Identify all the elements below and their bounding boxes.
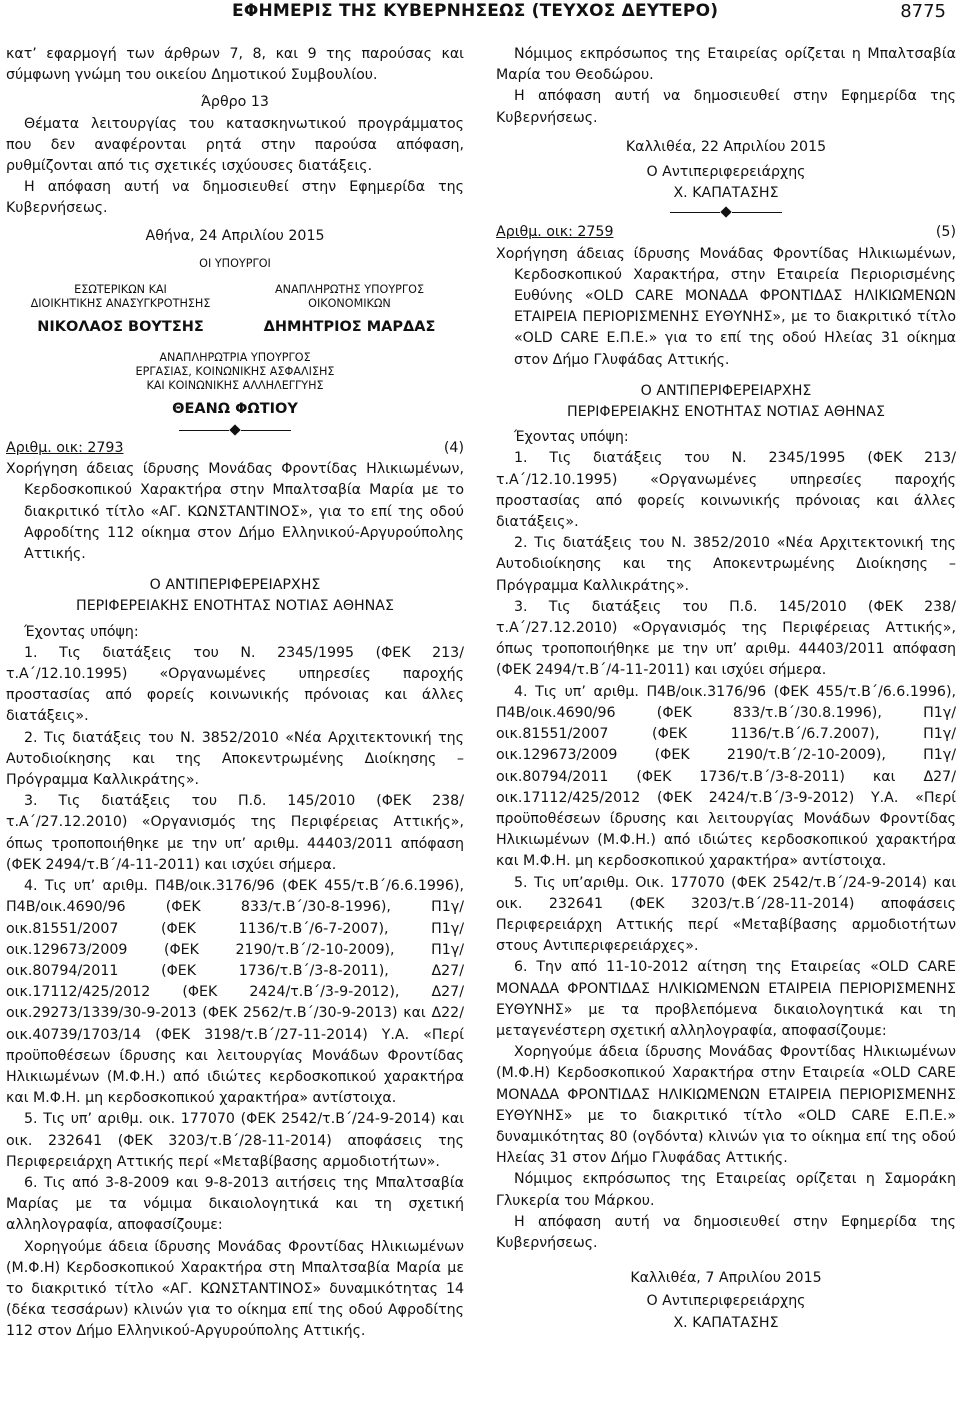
signatory-name: Χ. ΚΑΠΑΤΑΣΗΣ — [673, 1314, 779, 1331]
signatory-role: Ο Αντιπεριφερειάρχης — [646, 164, 806, 181]
page-header — [0, 0, 960, 28]
paragraph: Η απόφαση αυτή να δημοσιευθεί στην Εφημερίδα της Κυβερνήσεως. — [496, 1213, 956, 1251]
deputy-minister-block — [6, 351, 464, 393]
article-heading: Άρθρο 13 — [201, 94, 269, 111]
page-number: 8775 — [900, 1, 946, 22]
minister-title: ΕΡΓΑΣΙΑΣ, ΚΟΙΝΩΝΙΚΗΣ ΑΣΦΑΛΙΣΗΣ — [135, 364, 335, 378]
list-item: 5. Τις υπ’αριθμ. Οικ. 177070 (ΦΕΚ 2542/τ.Β΄/24-9-2014) και οικ. 232641 (ΦΕΚ 3203/τ.Β΄/28-11-2014) αποφάσεις Περιφερειάρχη Αττικής περί «Μεταβίβασης αρμοδιοτήτων στους Αντιπεριφερειάρχες». — [496, 874, 956, 955]
decision-number-row — [496, 222, 956, 243]
paragraph: Η απόφαση αυτή να δημοσιευθεί στην Εφημερίδα της Κυβερνήσεως. — [496, 88, 956, 126]
authority-heading: ΠΕΡΙΦΕΡΕΙΑΚΗΣ ΕΝΟΤΗΤΑΣ ΝΟΤΙΑΣ ΑΘΗΝΑΣ — [567, 404, 885, 421]
decision-subject: Χορήγηση άδειας ίδρυσης Μονάδας Φροντίδας Ηλικιωμένων, Κερδοσκοπικού Χαρακτήρα, στην Εταιρεία Περιορισμένης Ευθύνης «OLD CARE ΜΟΝΑΔΑ ΦΡΟΝΤΙΔΑΣ ΗΛΙΚΙΩΜΕΝΩΝ ΕΤΑΙΡΕΙΑ ΠΕΡΙΟΡΙΣΜΕΝΗΣ ΕΥΘΥΝΗΣ», με το διακριτικό τίτλο «OLD CARE Ε.Π.Ε.» για το επί της οδού Ηλείας 31 οίκημα στον Δήμο Γλυφάδας Αττικής. — [496, 245, 956, 368]
authority-heading: ΠΕΡΙΦΕΡΕΙΑΚΗΣ ΕΝΟΤΗΤΑΣ ΝΟΤΙΑΣ ΑΘΗΝΑΣ — [76, 598, 394, 615]
signatory-names — [6, 317, 464, 337]
decision-number: Αριθμ. οικ: 2793 — [6, 440, 124, 457]
decision-subject: Χορήγηση άδειας ίδρυσης Μονάδας Φροντίδας Ηλικιωμένων, Κερδοσκοπικού Χαρακτήρα στην Μπαλτσαβία Μαρία με το διακριτικό τίτλο «ΑΓ. ΚΩΝΣΤΑΝΤΙΝΟΣ», για το επί της οδού Αφροδίτης 112 οίκημα στον Δήμο Ελληνικού-Αργυρούπολης Αττικής. — [6, 461, 464, 563]
ministers-label: ΟΙ ΥΠΟΥΡΓΟΙ — [199, 256, 271, 270]
right-column — [496, 44, 956, 1334]
decision-index: (4) — [443, 440, 464, 457]
list-item: 4. Τις υπ’ αριθμ. Π4Β/οικ.3176/96 (ΦΕΚ 455/τ.Β΄/6.6.1996), Π4Β/οικ.4690/96 (ΦΕΚ 833/τ.Β΄/30-8-1996), Π1γ/οικ.81551/2007 (ΦΕΚ 1136/τ.Β΄/6-7-2007), Π1γ/οικ.129673/2009 (ΦΕΚ 2190/τ.Β΄/2-10-2009), Π1γ/οικ.80794/2011 (ΦΕΚ 1736/τ.Β΄/3-8-2011), Δ27/οικ.17112/425/2012 (ΦΕΚ 2424/τ.Β΄/3-9-2012), Δ27/οικ.29273/1339/30-9-2013 (ΦΕΚ 2562/τ.Β΄/30-9-2013) και Δ22/οικ.40739/1703/14 (ΦΕΚ 3198/τ.Β΄/27-11-2014) Υ.Α. «Περί προϋποθέσεων ίδρυσης και λειτουργίας Μονάδων Φροντίδας Ηλικιωμένων (Μ.Φ.Η.) από ιδιώτες κερδοσκοπικού χαρακτήρα και Μ.Φ.Η. μη κερδοσκοπικού χαρακτήρα» αντίστοιχα. — [6, 878, 464, 1107]
list-item: 6. Τις από 3-8-2009 και 9-8-2013 αιτήσεις της Μπαλτσαβία Μαρίας με τα νόμιμα δικαιολογητικά και τη σχετική αλληλογραφία, αποφασίζουμε: — [6, 1174, 464, 1234]
left-column — [6, 44, 464, 1343]
separator-diamond — [6, 426, 464, 434]
journal-title: ΕΦΗΜΕΡΙΣ ΤΗΣ ΚΥΒΕΡΝΗΣΕΩΣ (ΤΕΥΧΟΣ ΔΕΥΤΕΡΟ) — [232, 1, 719, 21]
list-item: 3. Τις διατάξεις του Π.δ. 145/2010 (ΦΕΚ 238/τ.Α΄/27.12.2010) «Οργανισμός της Περιφέρειας Αττικής», όπως τροποποιήθηκε με την υπ’ αριθμ. 44403/2011 απόφαση (ΦΕΚ 2494/τ.Β΄/4-11-2011) και ισχύει σήμερα. — [6, 793, 464, 873]
decision-text: Χορηγούμε άδεια ίδρυσης Μονάδας Φροντίδας Ηλικιωμένων (Μ.Φ.Η) Κερδοσκοπικού Χαρακτήρα στην Εταιρεία «OLD CARE ΜΟΝΑΔΑ ΦΡΟΝΤΙΔΑΣ ΗΛΙΚΙΩΜΕΝΩΝ ΕΤΑΙΡΕΙΑ ΠΕΡΙΟΡΙΣΜΕΝΗΣ ΕΥΘΥΝΗΣ» με το διακριτικό τίτλο «OLD CARE Ε.Π.Ε.» δυναμικότητας 80 (ογδόντα) κλινών για το οίκημα επί της οδού Ηλείας 31 στον Δήμο Γλυφάδας Αττικής. — [496, 1044, 956, 1167]
decision-text: Χορηγούμε άδεια ίδρυσης Μονάδας Φροντίδας Ηλικιωμένων (Μ.Φ.Η) Κερδοσκοπικού Χαρακτήρα στη Μπαλτσαβία Μαρία με το διακριτικό τίτλο «ΑΓ. ΚΩΝΣΤΑΝΤΙΝΟΣ» δυναμικότητας 14 (δέκα τεσσάρων) κλινών για το οίκημα επί της οδού Αφροδίτης 112 στον Δήμο Ελληνικού-Αργυρούπολης Αττικής. — [6, 1238, 464, 1340]
list-item: 1. Τις διατάξεις του Ν. 2345/1995 (ΦΕΚ 213/τ.Α΄/12.10.1995) «Οργανωμένες υπηρεσίες παροχής προστασίας από φορείς κοινωνικής πρόνοιας και άλλες διατάξεις». — [496, 450, 956, 531]
list-item: 2. Τις διατάξεις του Ν. 3852/2010 «Νέα Αρχιτεκτονική της Αυτοδιοίκησης και της Αποκεντρωμένης Διοίκησης – Πρόγραμμα Καλλικράτης». — [6, 729, 464, 789]
minister-name: ΘΕΑΝΩ ΦΩΤΙΟΥ — [172, 400, 298, 417]
decision-number-row — [6, 438, 464, 459]
paragraph: Θέματα λειτουργίας του κατασκηνωτικού προγράμματος που δεν αναφέρονται ρητά στην παρούσα απόφαση, ρυθμίζονται από τις σχετικές ισχύουσες διατάξεις. — [6, 115, 464, 175]
date-line: Καλλιθέα, 7 Απριλίου 2015 — [630, 1270, 822, 1287]
list-item: 6. Την από 11-10-2012 αίτηση της Εταιρείας «OLD CARE ΜΟΝΑΔΑ ΦΡΟΝΤΙΔΑΣ ΗΛΙΚΙΩΜΕΝΩΝ ΕΤΑΙΡΕΙΑ ΠΕΡΙΟΡΙΣΜΕΝΗΣ ΕΥΘΥΝΗΣ» με τα προβλεπόμενα δικαιολογητικά και τη μεταγενέστερη σχετική αλληλογραφία, αποφασίζουμε: — [496, 959, 956, 1039]
paragraph: Η απόφαση αυτή να δημοσιευθεί στην Εφημερίδα της Κυβερνήσεως. — [6, 179, 464, 217]
paragraph: κατ’ εφαρμογή των άρθρων 7, 8, και 9 της παρούσας και σύμφωνη γνώμη του οικείου Δημοτικού Συμβουλίου. — [6, 46, 464, 84]
separator-diamond — [496, 208, 956, 216]
minister-title: ΟΙΚΟΝΟΜΙΚΩΝ — [308, 296, 391, 310]
signatory-role: Ο Αντιπεριφερειάρχης — [646, 1293, 806, 1310]
minister-title: ΑΝΑΠΛΗΡΩΤΗΣ ΥΠΟΥΡΓΟΣ — [274, 282, 425, 296]
decision-number: Αριθμ. οικ: 2759 — [496, 224, 614, 241]
authority-heading: Ο ΑΝΤΙΠΕΡΙΦΕΡΕΙΑΡΧΗΣ — [640, 382, 812, 399]
paragraph: Νόμιμος εκπρόσωπος της Εταιρείας ορίζεται η Μπαλτσαβία Μαρία του Θεοδώρου. — [496, 46, 956, 84]
decision-index: (5) — [935, 224, 956, 241]
minister-name: ΔΗΜΗΤΡΙΟΣ ΜΑΡΔΑΣ — [263, 318, 436, 335]
signatories-row — [6, 283, 464, 311]
list-item: 3. Τις διατάξεις του Π.δ. 145/2010 (ΦΕΚ 238/τ.Α΄/27.12.2010) «Οργανισμός της Περιφέρειας Αττικής», όπως τροποποιήθηκε με την υπ’ αριθμ. 44403/2011 απόφαση (ΦΕΚ 2494/τ.Β΄/4-11-2011) και ισχύει σήμερα. — [496, 598, 956, 679]
list-item: 2. Τις διατάξεις του Ν. 3852/2010 «Νέα Αρχιτεκτονική της Αυτοδιοίκησης και της Αποκεντρωμένης Διοίκησης – Πρόγραμμα Καλλικράτης». — [496, 535, 956, 594]
list-item: 1. Τις διατάξεις του Ν. 2345/1995 (ΦΕΚ 213/τ.Α΄/12.10.1995) «Οργανωμένες υπηρεσίες παροχής προστασίας από φορείς κοινωνικής πρόνοιας και άλλες διατάξεις». — [6, 644, 464, 725]
date-line: Αθήνα, 24 Απριλίου 2015 — [145, 227, 325, 244]
minister-title: ΚΑΙ ΚΟΙΝΩΝΙΚΗΣ ΑΛΛΗΛΕΓΓΥΗΣ — [146, 378, 324, 392]
having-in-mind: Έχοντας υπόψη: — [514, 429, 629, 446]
minister-name: ΝΙΚΟΛΑΟΣ ΒΟΥΤΣΗΣ — [37, 318, 204, 335]
having-in-mind: Έχοντας υπόψη: — [24, 623, 139, 640]
list-item: 5. Τις υπ’ αριθμ. οικ. 177070 (ΦΕΚ 2542/τ.Β΄/24-9-2014) και οικ. 232641 (ΦΕΚ 3203/τ.Β΄/28-11-2014) αποφάσεις της Περιφερειάρχη Αττικής περί «Μεταβίβασης αρμοδιοτήτων». — [6, 1111, 464, 1170]
paragraph: Νόμιμος εκπρόσωπος της Εταιρείας ορίζεται η Σαμοράκη Γλυκερία του Μάρκου. — [496, 1171, 956, 1209]
signatory-name: Χ. ΚΑΠΑΤΑΣΗΣ — [673, 185, 779, 202]
minister-title: ΑΝΑΠΛΗΡΩΤΡΙΑ ΥΠΟΥΡΓΟΣ — [159, 350, 311, 364]
date-line: Καλλιθέα, 22 Απριλίου 2015 — [625, 138, 827, 155]
minister-title: ΔΙΟΙΚΗΤΙΚΗΣ ΑΝΑΣΥΓΚΡΟΤΗΣΗΣ — [30, 296, 211, 310]
authority-heading: Ο ΑΝΤΙΠΕΡΙΦΕΡΕΙΑΡΧΗΣ — [149, 577, 321, 594]
list-item: 4. Τις υπ’ αριθμ. Π4Β/οικ.3176/96 (ΦΕΚ 455/τ.Β΄/6.6.1996), Π4Β/οικ.4690/96 (ΦΕΚ 833/τ.Β΄/30.8.1996), Π1γ/οικ.81551/2007 (ΦΕΚ 1136/τ.Β΄/6.7.2007), Π1γ/οικ.129673/2009 (ΦΕΚ 2190/τ.Β΄/2-10-2009), Π1γ/οικ.80794/2011 (ΦΕΚ 1736/τ.Β΄/3-8-2011) και Δ27/οικ.17112/425/2012 (ΦΕΚ 2424/τ.Β΄/3-9-2012) Υ.Α. «Περί προϋποθέσεων ίδρυσης και λειτουργίας Μονάδων Φροντίδας Ηλικιωμένων (Μ.Φ.Η.) από ιδιώτες κερδοσκοπικού χαρακτήρα και Μ.Φ.Η. μη κερδοσκοπικού χαρακτήρα» αντίστοιχα. — [496, 683, 956, 870]
minister-title: ΕΣΩΤΕΡΙΚΩΝ ΚΑΙ — [74, 282, 167, 296]
